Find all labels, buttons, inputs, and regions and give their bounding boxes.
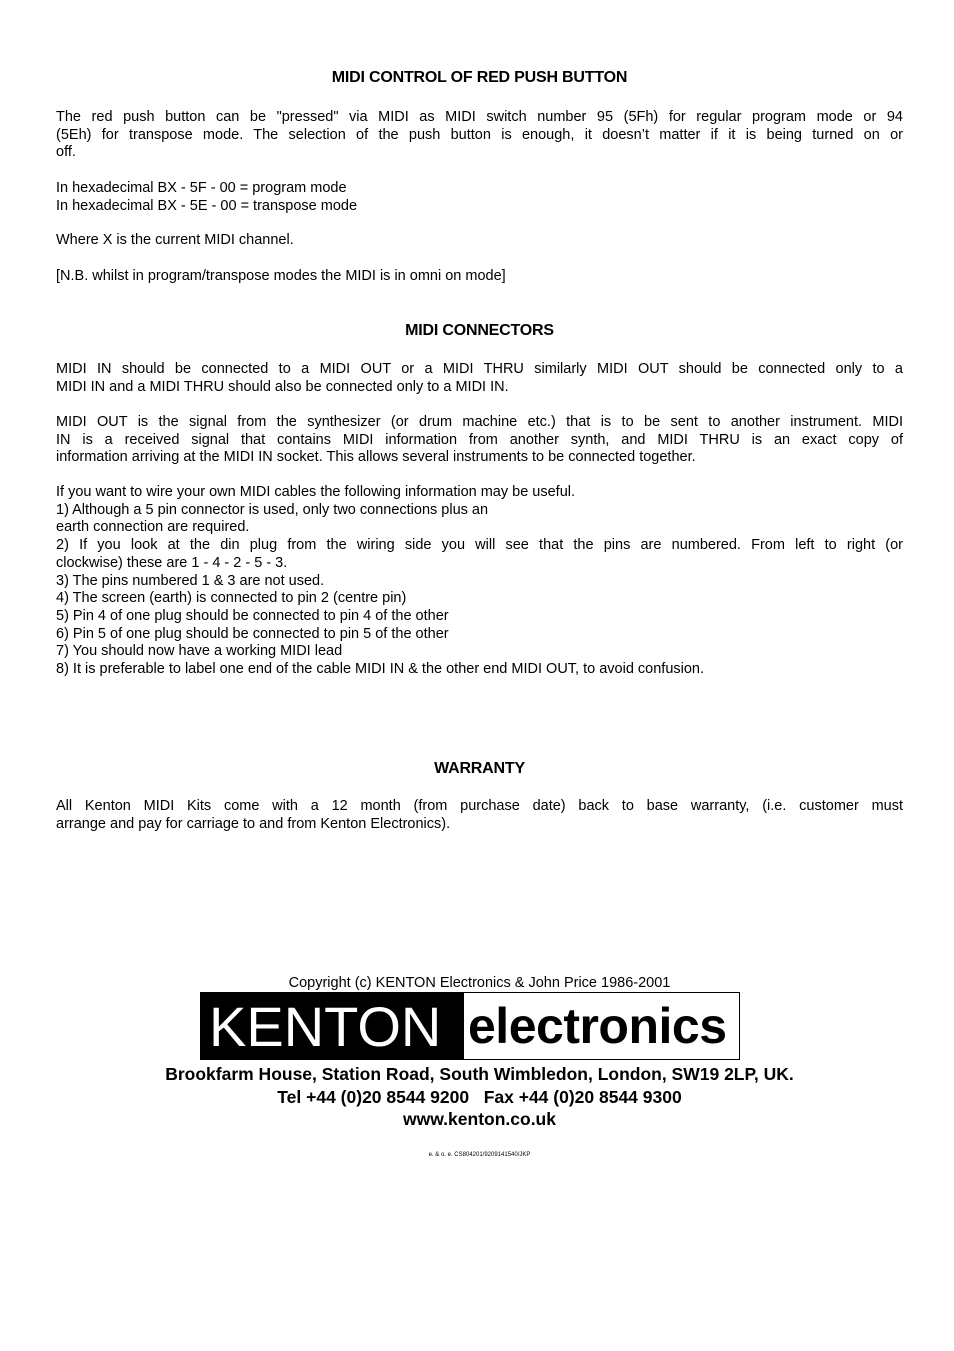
logo-kenton-text: KENTON (201, 993, 464, 1059)
text-line: 5) Pin 4 of one plug should be connected to pin 4 of the other (56, 607, 449, 624)
text-line: information arriving at the MIDI IN socket. This allows several instruments to be connected together. (56, 449, 696, 466)
section-heading-midi-connectors: MIDI CONNECTORS (405, 322, 554, 339)
paragraph-midi-channel-note: Where X is the current MIDI channel. (56, 232, 294, 248)
text-line: arrange and pay for carriage to and from Kenton Electronics). (56, 815, 451, 832)
section-heading-warranty: WARRANTY (434, 760, 525, 777)
text-line: (5Eh) for transpose mode. The selection of the push button is enough, it doesn’t matter if it is being turned on or (56, 126, 903, 143)
paragraph-connection-rules (56, 361, 903, 396)
paragraph-signal-description (56, 414, 903, 467)
document-reference: e. & o. e. CS804201/9209141540/JKP (428, 1152, 531, 1158)
text-line: 2) If you look at the din plug from the wiring side you will see that the pins are numbered. From left to right (or (56, 537, 903, 554)
paragraph-wiring-instructions (56, 484, 903, 679)
paragraph-hex-codes (56, 180, 903, 215)
text-line: 6) Pin 5 of one plug should be connected to pin 5 of the other (56, 625, 449, 642)
text-line: 4) The screen (earth) is connected to pin 2 (centre pin) (56, 590, 407, 607)
copyright-notice: Copyright (c) KENTON Electronics & John Price 1986-2001 (288, 975, 671, 991)
text-line: MIDI OUT is the signal from the synthesizer (or drum machine etc.) that is to be sent to another instrument. MIDI (56, 414, 903, 430)
text-line: 3) The pins numbered 1 & 3 are not used. (56, 572, 325, 589)
kenton-logo (200, 992, 740, 1060)
text-line: 8) It is preferable to label one end of the cable MIDI IN & the other end MIDI OUT, to avoid confusion. (56, 661, 705, 678)
logo-electronics-text: electronics (468, 998, 727, 1054)
text-line: 1) Although a 5 pin connector is used, only two connections plus an (56, 501, 489, 518)
company-address (56, 1063, 903, 1131)
paragraph-omni-note: [N.B. whilst in program/transpose modes the MIDI is in omni on mode] (56, 268, 506, 284)
section-heading-midi-control: MIDI CONTROL OF RED PUSH BUTTON (331, 69, 628, 86)
text-line: In hexadecimal BX - 5F - 00 = program mode (56, 180, 347, 196)
text-line: clockwise) these are 1 - 4 - 2 - 5 - 3. (56, 554, 288, 571)
text-line: MIDI IN should be connected to a MIDI OUT or a MIDI THRU similarly MIDI OUT should be connected only to a (56, 361, 903, 377)
text-line: MIDI IN and a MIDI THRU should also be connected only to a MIDI IN. (56, 378, 509, 395)
paragraph-red-button-intro (56, 109, 903, 162)
text-line: off. (56, 144, 76, 161)
text-line: In hexadecimal BX - 5E - 00 = transpose mode (56, 197, 358, 214)
paragraph-warranty (56, 798, 903, 833)
address-line: Brookfarm House, Station Road, South Wimbledon, London, SW19 2LP, UK. (165, 1064, 794, 1084)
phone-fax-line: Tel +44 (0)20 8544 9200 Fax +44 (0)20 8544 9300 (277, 1086, 682, 1107)
website-link[interactable]: www.kenton.co.uk (403, 1109, 556, 1129)
text-line: The red push button can be "pressed" via MIDI as MIDI switch number 95 (5Fh) for regular program mode or 94 (56, 109, 903, 125)
text-line: If you want to wire your own MIDI cables the following information may be useful. (56, 484, 576, 500)
text-line: All Kenton MIDI Kits come with a 12 month (from purchase date) back to base warranty, (i.e. customer must (56, 798, 903, 814)
text-line: 7) You should now have a working MIDI lead (56, 643, 343, 660)
text-line: IN is a received signal that contains MIDI information from another synth, and MIDI THRU is an exact copy of (56, 431, 903, 448)
text-line: earth connection are required. (56, 519, 250, 536)
